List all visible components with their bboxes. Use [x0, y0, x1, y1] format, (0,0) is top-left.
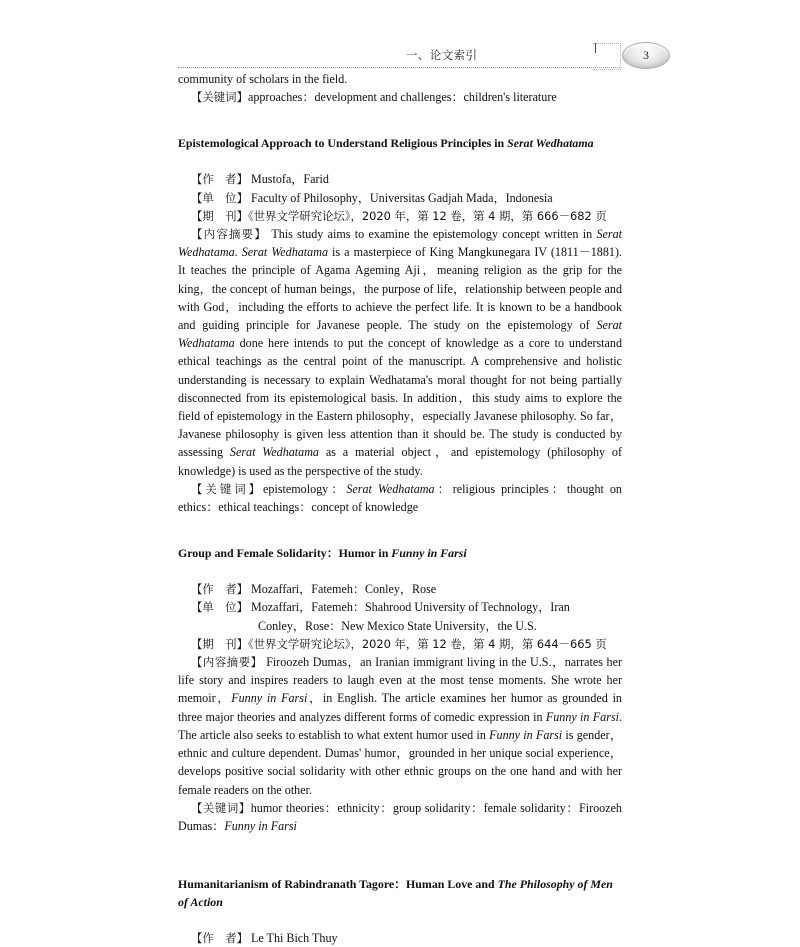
keywords-text: approaches：development and challenges：children's literature: [247, 90, 557, 105]
affiliation-value: Mozaffari，Fatemeh：Shahrood University of Technology，Iran: [251, 600, 570, 615]
header-dotted-box: [593, 43, 621, 70]
entry-journal-row: [178, 207, 622, 225]
page-number-text: 3: [643, 48, 649, 62]
entry-title: [178, 134, 622, 152]
page-content: [178, 70, 622, 947]
entry-author-row: [178, 580, 622, 598]
keywords-text: epistemology：Serat Wedhatama：religious principles：thought on ethics：ethical teachings：concept of knowledge: [178, 481, 622, 515]
affiliation-label: 【单 位】: [191, 190, 248, 205]
entry-title-italic: Serat Wedhatama: [507, 136, 594, 151]
abstract-label: 【内容摘要】: [191, 227, 268, 242]
entry-author-row: [178, 170, 622, 188]
author-label: 【作 者】: [191, 582, 248, 597]
entry-title-italic: Funny in Farsi: [391, 546, 467, 561]
affiliation-value: Faculty of Philosophy，Universitas Gadjah Mada，Indonesia: [251, 190, 553, 205]
journal-value: 《世界文学研究论坛》，2020 年，第 12 卷，第 4 期，第 666－682 页: [247, 208, 607, 223]
entry-title-italic: The Philosophy of Men of Action: [178, 877, 613, 910]
entry-keywords: [178, 480, 622, 516]
journal-label: 【期 刊】: [191, 636, 248, 651]
entry-title-plain: Epistemological Approach to Understand Religious Principles in: [178, 136, 508, 151]
author-value: Mozaffari，Fatemeh：Conley，Rose: [251, 582, 437, 597]
entry-affiliation-row-2: Conley，Rose：New Mexico State University，the U.S.: [258, 618, 537, 633]
entry-abstract: [178, 653, 622, 799]
affiliation-label: 【单 位】: [191, 600, 248, 615]
author-label: 【作 者】: [191, 931, 248, 946]
entry-title-plain: Group and Female Solidarity：Humor in: [178, 546, 392, 561]
entry-title-plain: Humanitarianism of Rabindranath Tagore：Human Love and: [178, 877, 498, 892]
keywords-label: 【关键词】: [191, 800, 251, 815]
entry-title: [178, 544, 622, 562]
author-value: Mustofa，Farid: [251, 172, 329, 187]
entry-keywords: [178, 799, 622, 835]
author-value: Le Thi Bich Thuy: [251, 931, 338, 946]
entry-author-row: [178, 929, 622, 947]
keywords-label: 【关键词】: [191, 90, 248, 105]
keywords-text: humor theories：ethnicity：group solidarity：female solidarity：Firoozeh Dumas：Funny in Farsi: [178, 800, 622, 833]
page-number-badge: [622, 42, 670, 69]
entry-abstract: [178, 225, 622, 480]
journal-value: 《世界文学研究论坛》，2020 年，第 12 卷，第 4 期，第 644－665 页: [247, 636, 607, 651]
continuation-tail-line: community of scholars in the field.: [178, 72, 348, 86]
entry-journal-row: [178, 635, 622, 653]
abstract-text: Firoozeh Dumas，an Iranian immigrant living in the U.S.，narrates her life story and inspires readers to laugh even at the most tense moments. She wrote her memoir，Funny in Farsi，in English. The article examines her humor as grounded in three major theories and analyzes different forms of comedic expression in Funny in Farsi. The article also seeks to establish to what extent humor used in Funny in Farsi is gender，ethnic and culture dependent. Dumas' humor，grounded in her unique social experience，develops positive social solidarity with other ethnic groups on the one hand and with her female readers on the other.: [178, 655, 623, 797]
author-label: 【作 者】: [191, 172, 248, 187]
header-dotted-rule: [178, 67, 620, 68]
entry-affiliation-row: [178, 189, 622, 207]
journal-label: 【期 刊】: [191, 208, 248, 223]
continuation-keywords: [178, 88, 622, 106]
keywords-label: 【关键词】: [191, 481, 264, 496]
abstract-label: 【内容摘要】: [191, 655, 263, 670]
entry-title: [178, 875, 622, 911]
abstract-text: This study aims to examine the epistemology concept written in Serat Wedhatama. Serat Wedhatama is a masterpiece of King Mangkunegara IV (1811－1881). It teaches the principle of Agama Ageming Aji，meaning religion as the grip for the king，the concept of human beings，the purpose of life，relationship between people and with God，including the efforts to achieve the perfect life. It is known to be a handbook and guiding principle for Javanese people. The study on the epistemology of Serat Wedhatama done here intends to put the concept of knowledge as a core to understand ethical teachings as the central point of the manuscript. A comprehensive and holistic understanding is necessary to explain Wedhatama's moral thought for not being partially disconnected from its epistemological basis. In addition，this study aims to explore the field of epistemology in the Eastern philosophy，especially Javanese philosophy. So far，Javanese philosophy is given less attention than it should be. The study is conducted by assessing Serat Wedhatama as a material object，and epistemology (philosophy of knowledge) is used as the perspective of the study.: [178, 227, 623, 478]
entry-affiliation-row: [178, 598, 622, 616]
header-section-title: 一、论文索引: [406, 48, 478, 62]
header-tick-mark: [595, 43, 596, 53]
